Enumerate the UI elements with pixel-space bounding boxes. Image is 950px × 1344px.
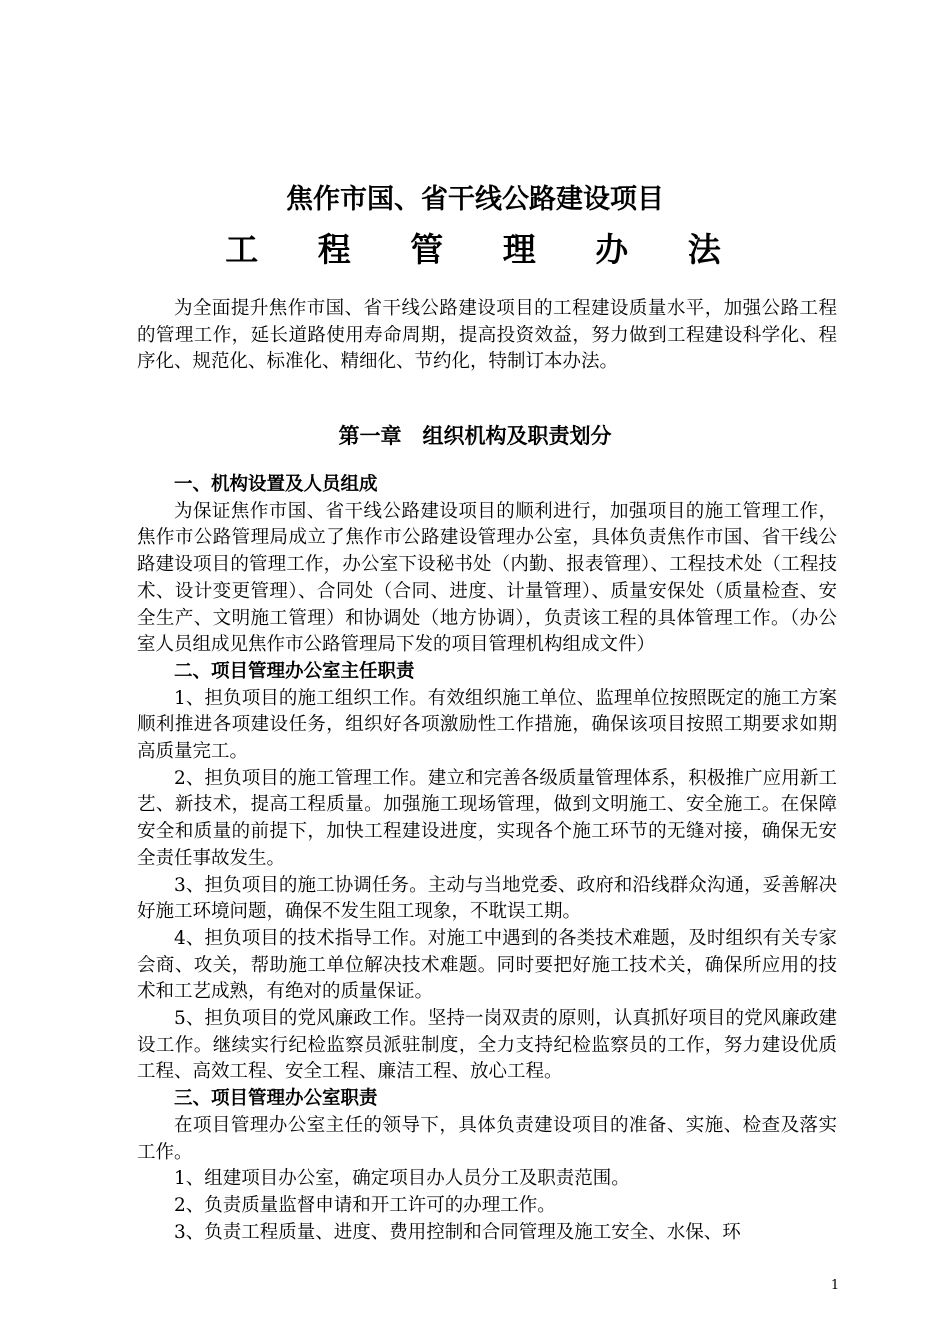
list-item: 2、担负项目的施工管理工作。建立和完善各级质量管理体系，积极推广应用新工艺、新技术，提高工程质量。加强施工现场管理，做到文明施工、安全施工。在保障安全和质量的前提下，加快工程建设进度，实现各个施工环节的无缝对接，确保无安全责任事故发生。: [137, 767, 837, 869]
list-item: 5、担负项目的党风廉政工作。坚持一岗双责的原则，认真抓好项目的党风廉政建设工作。继续实行纪检监察员派驻制度，全力支持纪检监察员的工作，努力建设优质工程、高效工程、安全工程、廉洁工程、放心工程。: [137, 1008, 837, 1083]
section-heading: 一、机构设置及人员组成: [174, 474, 378, 495]
section-paragraph: 在项目管理办公室主任的领导下，具体负责建设项目的准备、实施、检查及落实工作。: [137, 1114, 837, 1163]
section-heading: 二、项目管理办公室主任职责: [174, 660, 415, 682]
list-item: 1、担负项目的施工组织工作。有效组织施工单位、监理单位按照既定的施工方案顺利推进各项建设任务，组织好各项激励性工作措施，确保该项目按照工期要求如期高质量完工。: [137, 687, 837, 763]
list-item: 2、负责质量监督申请和开工许可的办理工作。: [174, 1194, 556, 1216]
document-title-line2: 工 程 管 理 办 法: [225, 230, 745, 269]
chapter-body: [137, 472, 837, 1246]
list-item: 3、负责工程质量、进度、费用控制和合同管理及施工安全、水保、环: [174, 1221, 741, 1243]
section-paragraph: 为保证焦作市国、省干线公路建设项目的顺利进行，加强项目的施工管理工作，焦作市公路管理局成立了焦作市公路建设管理办公室，具体负责焦作市国、省干线公路建设项目的管理工作，办公室下设秘书处（内勤、报表管理）、工程技术处（工程技术、设计变更管理）、合同处（合同、进度、计量管理）、质量安保处（质量检查、安全生产、文明施工管理）和协调处（地方协调），负责该工程的具体管理工作。（办公室人员组成见焦作市公路管理局下发的项目管理机构组成文件）: [137, 500, 837, 656]
list-item: 1、组建项目办公室，确定项目办人员分工及职责范围。: [174, 1168, 630, 1190]
document-title-line1: 焦作市国、省干线公路建设项目: [286, 184, 664, 215]
chapter-title: 第一章 组织机构及职责划分: [338, 424, 612, 448]
list-item: 4、担负项目的技术指导工作。对施工中遇到的各类技术难题，及时组织有关专家会商、攻关，帮助施工单位解决技术难题。同时要把好施工技术关，确保所应用的技术和工艺成熟，有绝对的质量保证。: [137, 927, 837, 1003]
intro-paragraph: 为全面提升焦作市国、省干线公路建设项目的工程建设质量水平，加强公路工程的管理工作，延长道路使用寿命周期，提高投资效益，努力做到工程建设科学化、程序化、规范化、标准化、精细化、节约化，特制订本办法。: [137, 298, 837, 372]
list-item: 3、担负项目的施工协调任务。主动与当地党委、政府和沿线群众沟通，妥善解决好施工环境问题，确保不发生阻工现象，不耽误工期。: [137, 874, 837, 923]
page-number: 1: [830, 1278, 840, 1293]
section-heading: 三、项目管理办公室职责: [174, 1088, 378, 1110]
